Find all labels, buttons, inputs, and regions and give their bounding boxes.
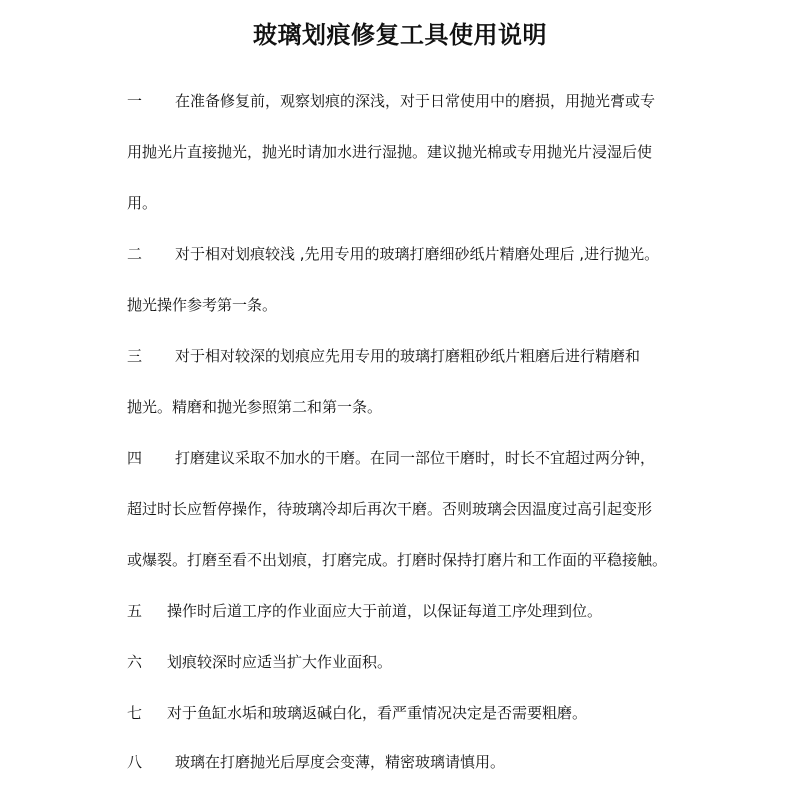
- item-3-line-1: 对于相对较深的划痕应先用专用的玻璃打磨粗砂纸片粗磨后进行精磨和: [175, 347, 641, 365]
- item-5-line-1: 操作时后道工序的作业面应大于前道，以保证每道工序处理到位。: [167, 602, 603, 620]
- item-2-line-2: 抛光操作参考第一条。: [127, 296, 278, 314]
- item-number-7: 七: [127, 704, 143, 722]
- item-4-line-2: 超过时长应暂停操作，待玻璃冷却后再次干磨。否则玻璃会因温度过高引起变形: [127, 500, 653, 518]
- item-3-line-2: 抛光。精磨和抛光参照第二和第一条。: [127, 398, 383, 416]
- item-8-line-1: 玻璃在打磨抛光后厚度会变薄，精密玻璃请慎用。: [175, 753, 506, 771]
- item-number-5: 五: [127, 602, 143, 620]
- item-1-line-2: 用抛光片直接抛光，抛光时请加水进行湿抛。建议抛光棉或专用抛光片浸湿后使: [127, 143, 653, 161]
- item-1-line-3: 用。: [127, 194, 158, 212]
- item-4-line-3: 或爆裂。打磨至看不出划痕，打磨完成。打磨时保持打磨片和工作面的平稳接触。: [127, 551, 668, 569]
- item-6-line-1: 划痕较深时应适当扩大作业面积。: [167, 653, 393, 671]
- page-title: 玻璃划痕修复工具使用说明: [253, 21, 547, 49]
- item-number-8: 八: [127, 753, 143, 771]
- item-number-3: 三: [127, 347, 143, 365]
- item-number-2: 二: [127, 245, 143, 263]
- item-number-6: 六: [127, 653, 143, 671]
- item-1-line-1: 在准备修复前，观察划痕的深浅，对于日常使用中的磨损，用抛光膏或专: [175, 92, 656, 110]
- item-7-line-1: 对于鱼缸水垢和玻璃返碱白化，看严重情况决定是否需要粗磨。: [167, 704, 588, 722]
- item-2-line-1: 对于相对划痕较浅 ,先用专用的玻璃打磨细砂纸片精磨处理后 ,进行抛光。: [175, 245, 660, 263]
- item-number-4: 四: [127, 449, 143, 467]
- item-number-1: 一: [127, 92, 143, 110]
- item-4-line-1: 打磨建议采取不加水的干磨。在同一部位干磨时，时长不宜超过两分钟，: [175, 449, 656, 467]
